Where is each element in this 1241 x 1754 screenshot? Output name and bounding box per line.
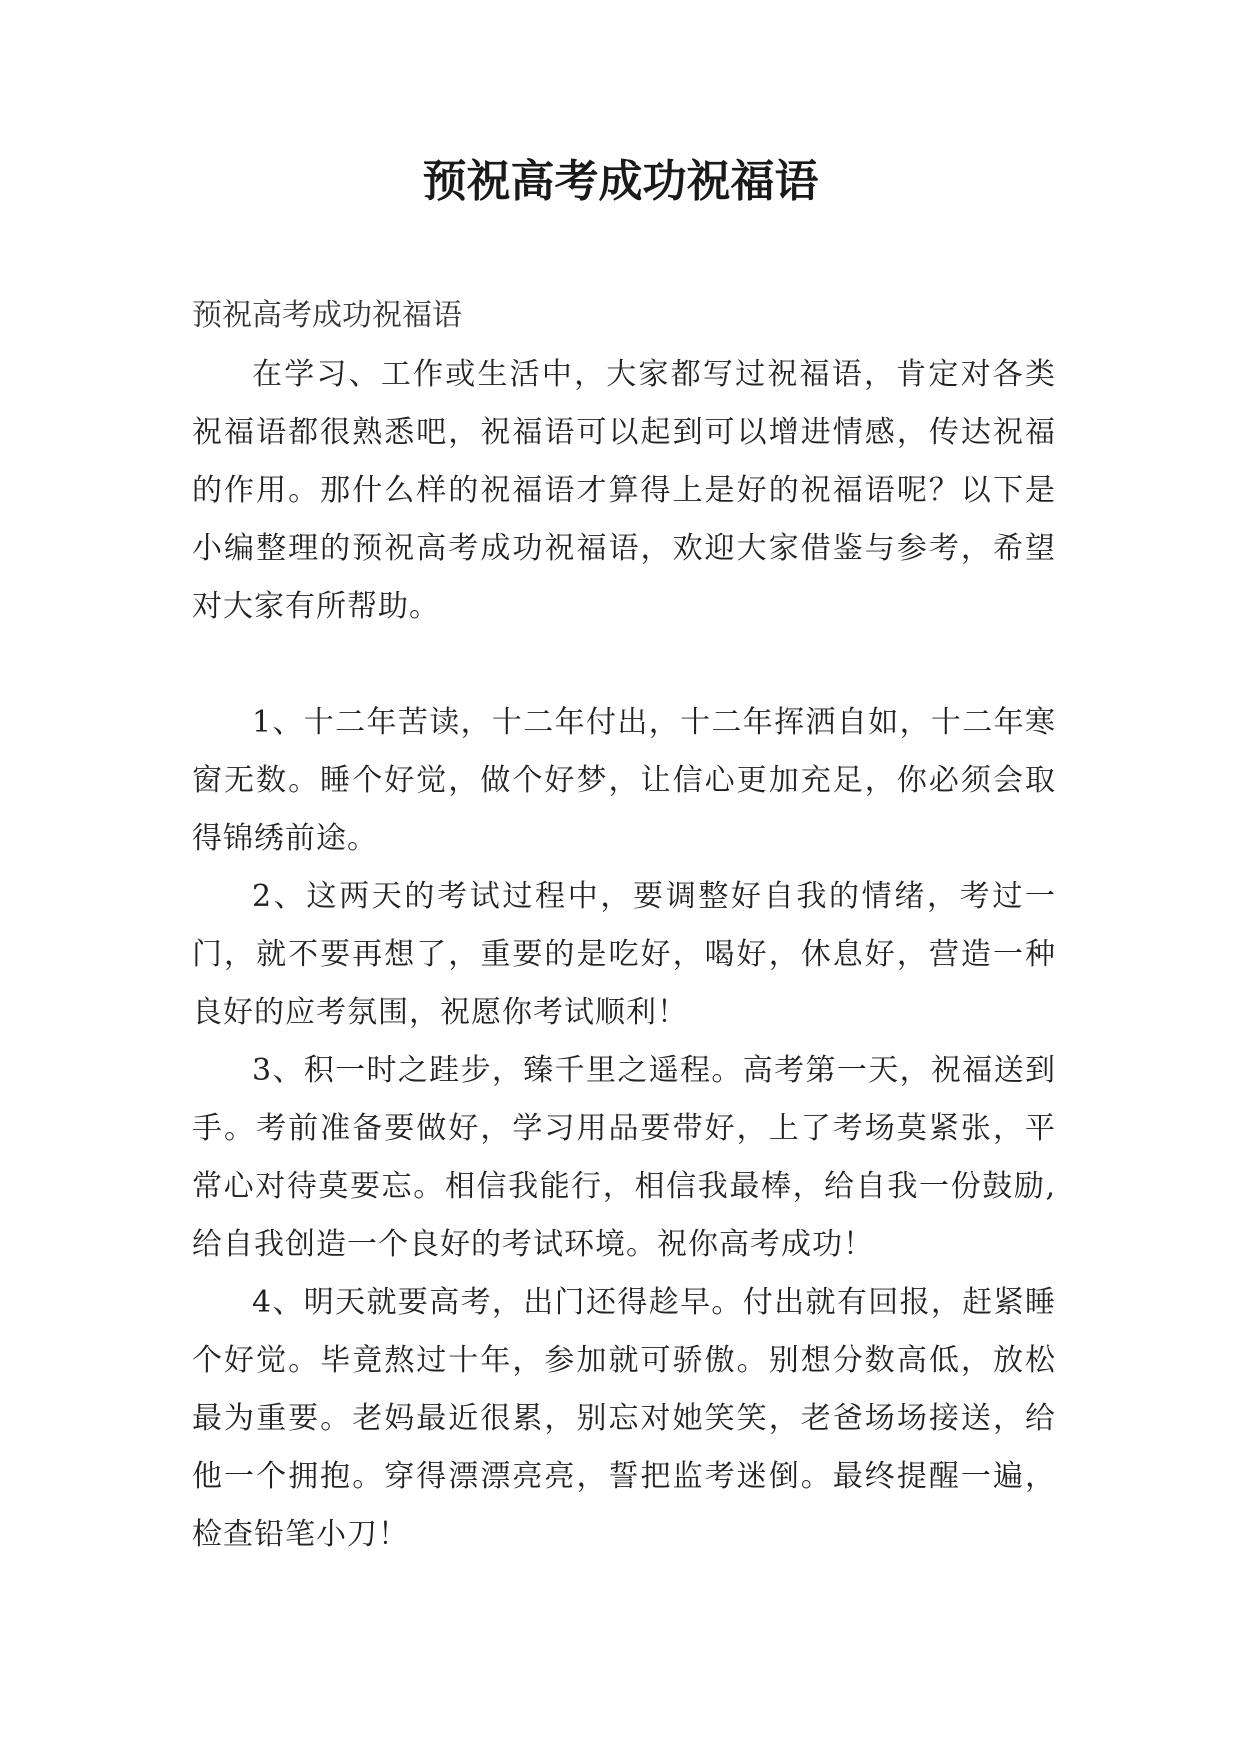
document-body xyxy=(192,286,1056,1564)
list-item: 1、十二年苦读，十二年付出，十二年挥洒自如，十二年寒窗无数。睡个好觉，做个好梦，让信心更加充足，你必须会取得锦绣前途。 xyxy=(192,705,1056,856)
list-item: 2、这两天的考试过程中，要调整好自我的情绪，考过一门，就不要再想了，重要的是吃好，喝好，休息好，营造一种良好的应考氛围，祝愿你考试顺利！ xyxy=(192,879,1056,1030)
intro-paragraph: 在学习、工作或生活中，大家都写过祝福语，肯定对各类祝福语都很熟悉吧，祝福语可以起到可以增进情感，传达祝福的作用。那什么样的祝福语才算得上是好的祝福语呢？以下是小编整理的预祝高考成功祝福语，欢迎大家借鉴与参考，希望对大家有所帮助。 xyxy=(192,357,1056,624)
document-subtitle: 预祝高考成功祝福语 xyxy=(192,298,462,333)
document-title: 预祝高考成功祝福语 xyxy=(422,156,819,207)
list-item: 4、明天就要高考，出门还得趁早。付出就有回报，赶紧睡个好觉。毕竟熬过十年，参加就可骄傲。别想分数高低，放松最为重要。老妈最近很累，别忘对她笑笑，老爸场场接送，给他一个拥抱。穿得漂漂亮亮，誓把监考迷倒。最终提醒一遍，检查铅笔小刀！ xyxy=(192,1285,1056,1552)
paragraph-spacer xyxy=(192,636,1056,694)
list-item: 3、积一时之跬步，臻千里之遥程。高考第一天，祝福送到手。考前准备要做好，学习用品要带好，上了考场莫紧张，平常心对待莫要忘。相信我能行，相信我最棒，给自我一份鼓励,给自我创造一个良好的考试环境。祝你高考成功！ xyxy=(192,1053,1056,1262)
